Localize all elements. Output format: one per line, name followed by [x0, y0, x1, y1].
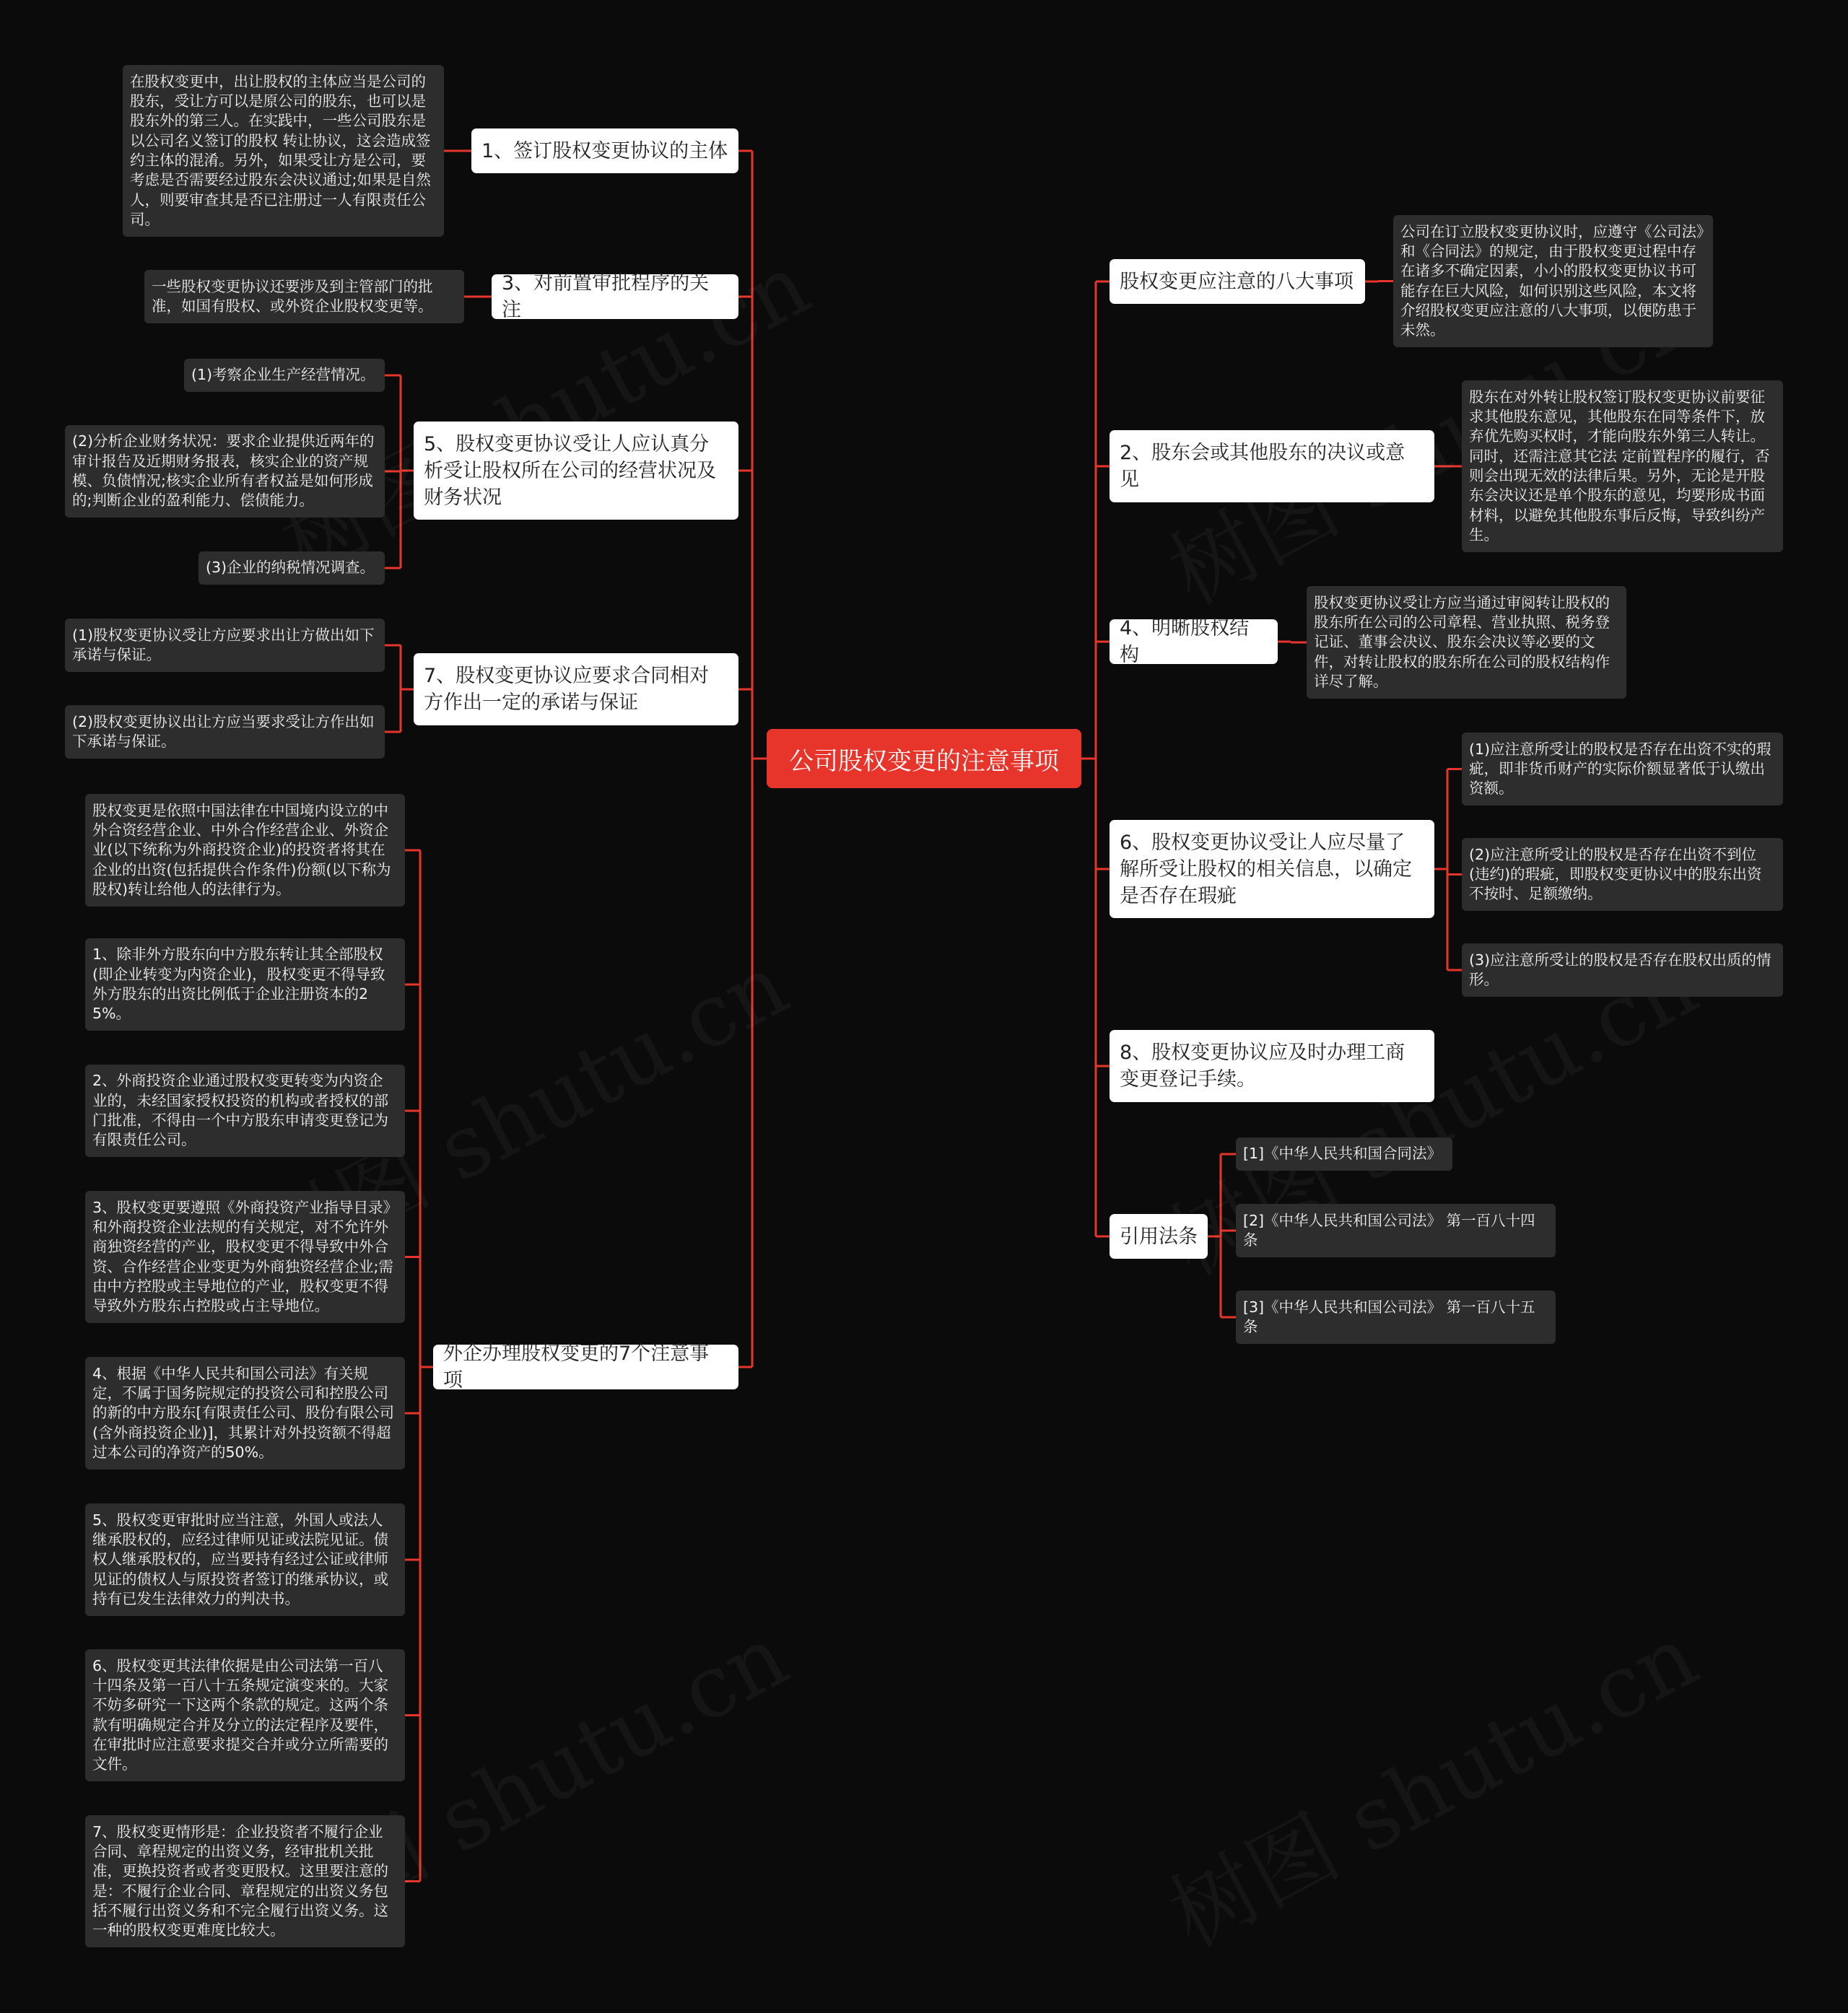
branch-citations[interactable] — [1110, 1214, 1208, 1259]
branch-label: 股权变更应注意的八大事项 — [1120, 270, 1354, 293]
leaf-citation-company-law-185[interactable]: [3]《中华人民共和国公司法》 第一百八十五条 — [1236, 1291, 1556, 1344]
leaf-foreign-item-3[interactable]: 3、股权变更要遵照《外商投资产业指导目录》和外商投资企业法规的有关规定，对不允许外商独资经营的产业，股权变更不得导致中外合资、合作经营企业变更为外商独资经营企业;需由中方控股或主导地位的产业，股权变更不得导致外方股东占控股或占主导地位。 — [85, 1191, 405, 1323]
root-topic[interactable] — [767, 729, 1081, 788]
leaf-financial-status[interactable]: (2)分析企业财务状况：要求企业提供近两年的审计报告及近期财务报表，核实企业的资产规模、负债情况;核实企业所有者权益是如何形成的;判断企业的盈利能力、偿债能力。 — [65, 425, 385, 518]
leaf-foreign-definition[interactable]: 股权变更是依照中国法律在中国境内设立的中外合资经营企业、中外合作经营企业、外资企业(以下统称为外商投资企业)的投资者将其在企业的出资(包括提供合作条件)份额(以下称为股权)转让给他人的法律行为。 — [85, 794, 405, 907]
leaf-pre-approval-detail[interactable]: 一些股权变更协议还要涉及到主管部门的批准，如国有股权、或外资企业股权变更等。 — [144, 270, 464, 323]
branch-pre-approval[interactable] — [492, 274, 738, 319]
branch-label: 4、明晰股权结构 — [1120, 617, 1250, 666]
leaf-buyer-commitment[interactable]: (1)股权变更协议受让方应要求出让方做出如下承诺与保证。 — [65, 619, 385, 672]
leaf-signing-parties-detail[interactable]: 在股权变更中，出让股权的主体应当是公司的股东，受让方可以是原公司的股东，也可以是股东外的第三人。在实践中，一些公司股东是以公司名义签订的股权 转让协议，这会造成签约主体的混淆。另外，如果受让方是公司，要考虑是否需要经过股东会决议通过;如果是自然人，则要审查其是否已注册过一人有限责任公司。 — [123, 65, 444, 237]
leaf-shareholder-resolution-detail[interactable]: 股东在对外转让股权签订股权变更协议前要征求其他股东意见，其他股东在同等条件下，放弃优先购买权时，才能向股东外第三人转让。同时，还需注意其它法 定前置程序的履行，否则会出现无效的法律后果。另外，无论是开股东会决议还是单个股东的意见，均要形成书面材料，以避免其他股东事后反悔，导致纠纷产生。 — [1462, 380, 1783, 552]
branch-label: 5、股权变更协议受让人应认真分析受让股权所在公司的经营状况及财务状况 — [424, 432, 716, 509]
leaf-foreign-item-1[interactable]: 1、除非外方股东向中方股东转让其全部股权(即企业转变为内资企业)，股权变更不得导致外方股东的出资比例低于企业注册资本的25%。 — [85, 938, 405, 1031]
leaf-citation-company-law-184[interactable]: [2]《中华人民共和国公司法》 第一百八十四条 — [1236, 1204, 1556, 1257]
branch-defect-check[interactable] — [1110, 820, 1434, 918]
branch-label: 6、股权变更协议受让人应尽量了解所受让股权的相关信息，以确定是否存在瑕疵 — [1120, 831, 1412, 907]
branch-commitments[interactable] — [414, 653, 738, 725]
branch-signing-parties[interactable] — [471, 128, 738, 173]
branch-eight-matters[interactable] — [1110, 259, 1365, 304]
branch-shareholder-resolution[interactable] — [1110, 430, 1434, 502]
branch-label: 3、对前置审批程序的关注 — [502, 272, 710, 321]
leaf-defect-pledge[interactable]: (3)应注意所受让的股权是否存在股权出质的情形。 — [1462, 943, 1783, 997]
leaf-tax-status[interactable]: (3)企业的纳税情况调查。 — [199, 551, 385, 585]
branch-label: 1、签订股权变更协议的主体 — [481, 139, 728, 162]
leaf-foreign-item-7[interactable]: 7、股权变更情形是：企业投资者不履行企业合同、章程规定的出资义务，经审批机关批准，更换投资者或者变更股权。这里要注意的是：不履行企业合同、章程规定的出资义务包括不履行出资义务和不完全履行出资义务。这一种的股权变更难度比较大。 — [85, 1815, 405, 1947]
leaf-equity-structure-detail[interactable]: 股权变更协议受让方应当通过审阅转让股权的股东所在公司的公司章程、营业执照、税务登记证、董事会决议、股东会决议等必要的文件，对转让股权的股东所在公司的股权结构作详尽了解。 — [1307, 586, 1626, 699]
leaf-eight-matters-intro[interactable]: 公司在订立股权变更协议时，应遵守《公司法》和《合同法》的规定，由于股权变更过程中存在诸多不确定因素，小小的股权变更协议书可能存在巨大风险，如何识别这些风险，本文将介绍股权变更应注意的八大事项，以便防患于未然。 — [1393, 215, 1713, 347]
branch-label: 7、股权变更协议应要求合同相对方作出一定的承诺与保证 — [424, 665, 710, 714]
leaf-defect-capital-missing[interactable]: (2)应注意所受让的股权是否存在出资不到位(违约)的瑕疵，即股权变更协议中的股东出资不按时、足额缴纳。 — [1462, 838, 1783, 911]
branch-label: 8、股权变更协议应及时办理工商变更登记手续。 — [1120, 1042, 1405, 1091]
branch-label: 外企办理股权变更的7个注意事项 — [443, 1342, 710, 1392]
branch-foreign-enterprise[interactable] — [433, 1342, 738, 1392]
leaf-foreign-item-5[interactable]: 5、股权变更审批时应当注意，外国人或法人继承股权的，应经过律师见证或法院见证。债权人继承股权的，应当要持有经过公证或律师见证的债权人与原投资者签订的继承协议，或持有已发生法律效力的判决书。 — [85, 1503, 405, 1616]
leaf-citation-contract-law[interactable]: [1]《中华人民共和国合同法》 — [1236, 1138, 1452, 1171]
branch-equity-structure[interactable] — [1110, 619, 1278, 664]
leaf-foreign-item-6[interactable]: 6、股权变更其法律依据是由公司法第一百八十四条及第一百八十五条规定演变来的。大家不妨多研究一下这两个条款的规定。这两个条款有明确规定合并及分立的法定程序及要件，在审批时应注意要求提交合并或分立所需要的文件。 — [85, 1649, 405, 1781]
leaf-seller-commitment[interactable]: (2)股权变更协议出让方应当要求受让方作出如下承诺与保证。 — [65, 705, 385, 759]
leaf-production-status[interactable]: (1)考察企业生产经营情况。 — [184, 359, 385, 392]
branch-registration[interactable] — [1110, 1030, 1434, 1102]
branch-analyze-company-status[interactable] — [414, 422, 738, 520]
branch-label: 引用法条 — [1120, 1225, 1198, 1248]
leaf-foreign-item-2[interactable]: 2、外商投资企业通过股权变更转变为内资企业的，未经国家授权投资的机构或者授权的部门批准，不得由一个中方股东申请变更登记为有限责任公司。 — [85, 1065, 405, 1157]
leaf-foreign-item-4[interactable]: 4、根据《中华人民共和国公司法》有关规定，不属于国务院规定的投资公司和控股公司的新的中方股东[有限责任公司、股份有限公司(含外商投资企业)]，其累计对外投资额不得超过本公司的净资产的50%。 — [85, 1357, 405, 1470]
root-topic-label: 公司股权变更的注意事项 — [789, 746, 1059, 776]
branch-label: 2、股东会或其他股东的决议或意见 — [1120, 442, 1405, 491]
leaf-defect-capital-false[interactable]: (1)应注意所受让的股权是否存在出资不实的瑕疵，即非货币财产的实际价额显著低于认缴出资额。 — [1462, 733, 1783, 805]
